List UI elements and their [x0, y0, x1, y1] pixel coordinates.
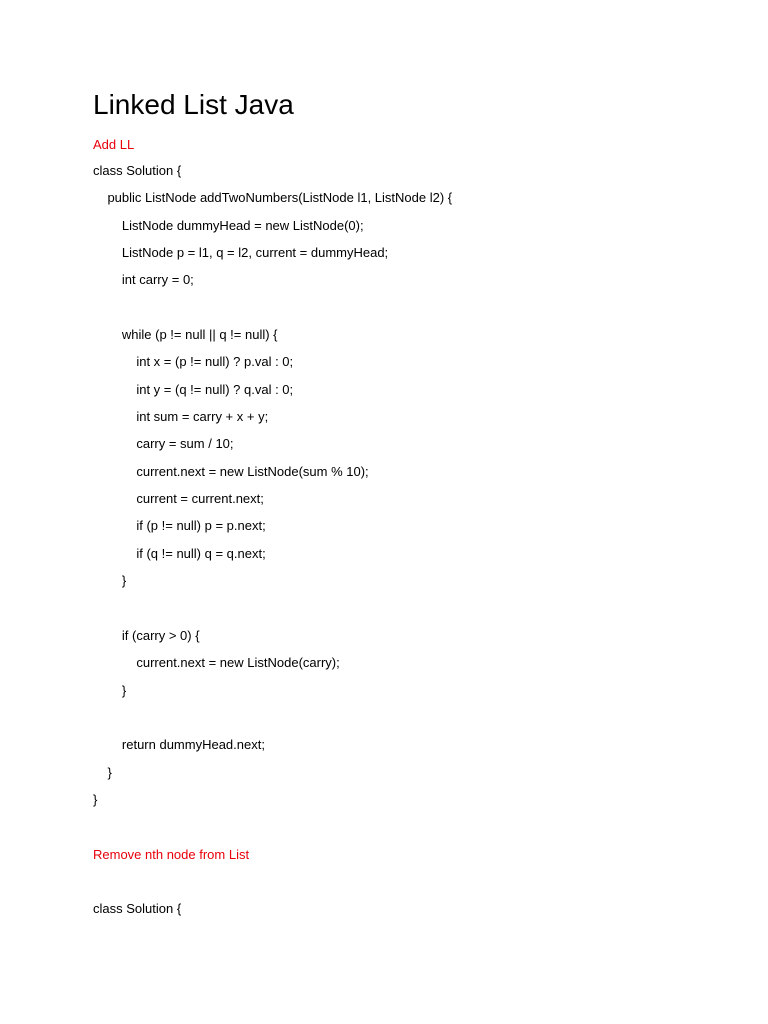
code-line: [93, 299, 452, 326]
code-line: if (q != null) q = q.next;: [93, 545, 266, 561]
code-block-add-ll: [93, 162, 452, 818]
code-line: [93, 600, 452, 627]
code-line: }: [93, 682, 127, 698]
code-line: class Solution {: [93, 163, 182, 178]
code-line: if (p != null) p = p.next;: [93, 518, 266, 534]
code-line: current.next = new ListNode(carry);: [93, 655, 340, 671]
code-line: current.next = new ListNode(sum % 10);: [93, 463, 369, 479]
code-line: int y = (q != null) ? q.val : 0;: [93, 381, 294, 397]
code-line: }: [93, 573, 127, 589]
code-line: current = current.next;: [93, 491, 264, 507]
code-line: ListNode p = l1, q = l2, current = dummyHead;: [93, 245, 389, 261]
code-line: class Solution {: [93, 901, 182, 917]
code-line: [93, 873, 181, 900]
code-line: return dummyHead.next;: [93, 737, 265, 753]
code-line: [93, 709, 452, 736]
section-heading-add-ll: Add LL: [93, 137, 135, 152]
code-line: carry = sum / 10;: [93, 436, 234, 452]
code-line: }: [93, 764, 112, 780]
document-title: Linked List Java: [93, 89, 294, 120]
code-line: }: [93, 791, 98, 807]
code-line: int carry = 0;: [93, 272, 194, 288]
code-line: int x = (p != null) ? p.val : 0;: [93, 354, 294, 370]
code-line: public ListNode addTwoNumbers(ListNode l1, ListNode l2) {: [93, 190, 453, 206]
code-line: ListNode dummyHead = new ListNode(0);: [93, 217, 364, 233]
code-line: if (carry > 0) {: [93, 627, 200, 643]
code-line: int sum = carry + x + y;: [93, 409, 269, 425]
section-heading-remove-nth-node: Remove nth node from List: [93, 847, 250, 862]
code-block-remove-nth-node: [93, 873, 181, 928]
code-line: while (p != null || q != null) {: [93, 327, 278, 343]
